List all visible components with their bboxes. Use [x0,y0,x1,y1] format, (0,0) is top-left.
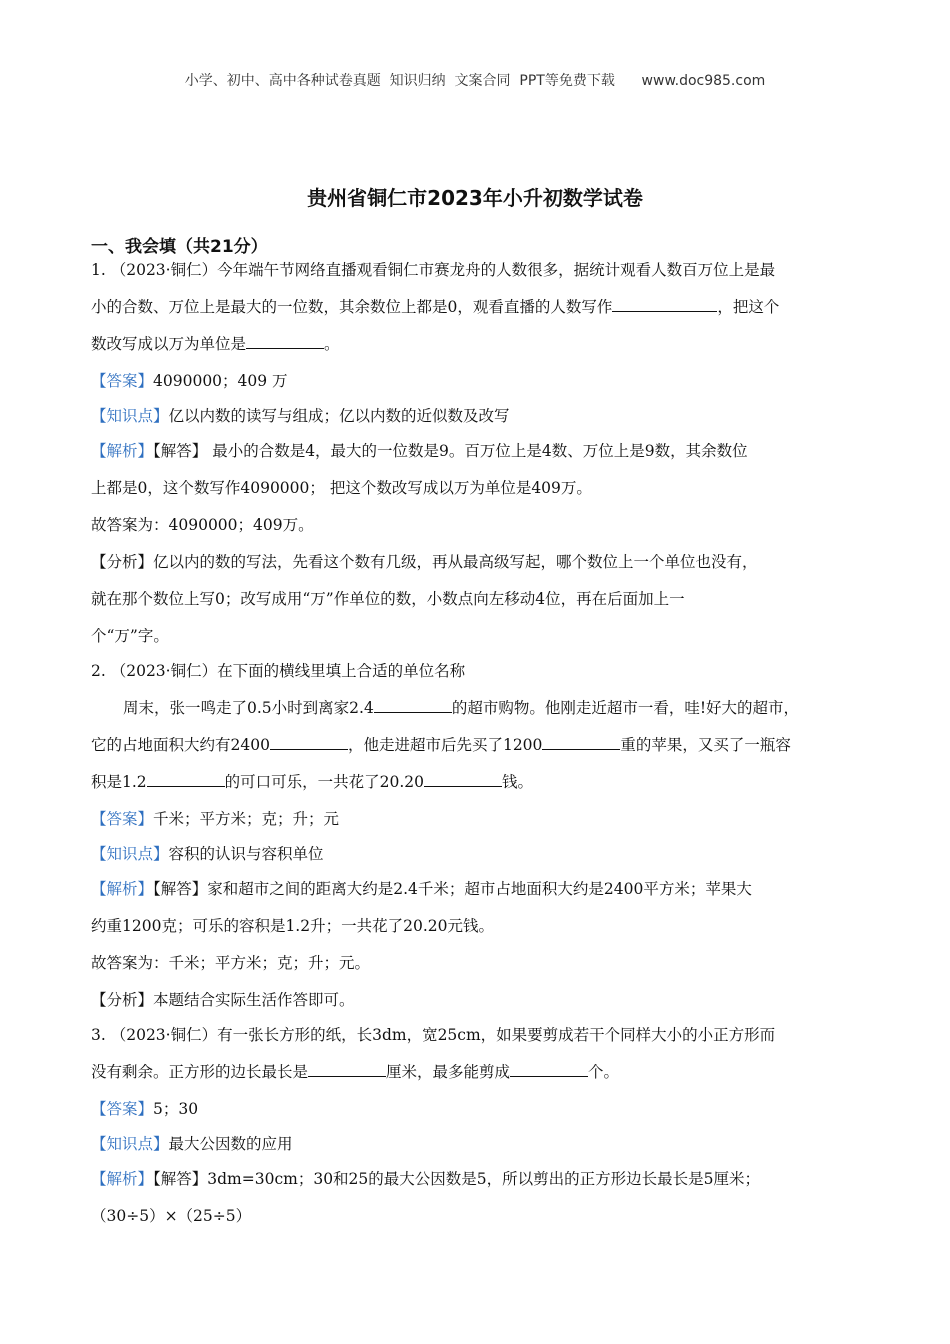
q2-fenxi: 【分析】本题结合实际生活作答即可。 [91,991,355,1009]
q3-knowledge: 【知识点】最大公因数的应用 [91,1135,293,1153]
q3-analysis-line-1: 【解析】【解答】3dm=30cm；30和25的最大公因数是5，所以剪出的正方形边长最长是5厘米； [91,1170,761,1188]
q2-blank-1 [374,694,452,713]
q2-stem-line-3: 它的占地面积大约有2400 ，他走进超市后先买了1200 重的苹果，又买了一瓶容 [91,731,871,768]
q2-analysis-line-2: 约重1200克；可乐的容积是1.2升；一共花了20.20元钱。 [91,917,494,935]
answer-label: 【答案】 [91,1100,154,1118]
q3-stem-line-1: 3. （2023·铜仁）有一张长方形的纸，长3dm，宽25cm，如果要剪成若干个同样大小的小正方形而 [91,1026,776,1044]
page-title: 贵州省铜仁市2023年小升初数学试卷 [307,186,643,210]
knowledge-label: 【知识点】 [91,1135,169,1153]
answer-label: 【答案】 [91,810,154,828]
q2-stem-line-2: 周末，张一鸣走了0.5小时到离家2.4 的超市购物。他刚走近超市一看，哇!好大的超市， [91,694,871,731]
q1-analysis-line-1: 【解析】【解答】 最小的合数是4，最大的一位数是9。百万位上是4数、万位上是9数，其余数位 [91,442,748,460]
q1-blank-2 [246,330,324,349]
q1-stem-line-3: 数改写成以万为单位是 。 [91,330,871,367]
q2-stem-line-4: 积是1.2 的可口可乐，一共花了20.20 钱。 [91,768,871,805]
q3-stem-line-2: 没有剩余。正方形的边长最长是 厘米，最多能剪成 个。 [91,1058,871,1095]
q2-blank-5 [424,768,502,787]
q2-blank-3 [542,731,620,750]
q2-analysis-line-1: 【解析】【解答】家和超市之间的距离大约是2.4千米；超市占地面积大约是2400平方米；苹果大 [91,880,752,898]
knowledge-label: 【知识点】 [91,407,169,425]
q1-answer: 【答案】4090000；409 万 [91,372,288,390]
q3-analysis-line-2: （30÷5）×（25÷5） [91,1207,252,1225]
q2-knowledge: 【知识点】容积的认识与容积单位 [91,845,324,863]
fenxi-label: 【分析】 [91,991,154,1009]
header-site-text: 小学、初中、高中各种试卷真题 知识归纳 文案合同 PPT等免费下载 [184,73,615,89]
question-list [91,256,871,1239]
fenxi-label: 【分析】 [91,553,154,571]
q2-blank-4 [147,768,225,787]
q2-answer: 【答案】千米；平方米；克；升；元 [91,810,340,828]
q3-answer: 【答案】5；30 [91,1100,199,1118]
q3-blank-2 [510,1058,588,1077]
knowledge-label: 【知识点】 [91,845,169,863]
page-header [0,70,950,90]
q2-blank-2 [270,731,348,750]
q1-blank-1 [612,293,717,312]
q1-stem-line-1: 1. （2023·铜仁）今年端午节网络直播观看铜仁市赛龙舟的人数很多，据统计观看人数百万位上是最 [91,261,776,279]
header-url[interactable]: www.doc985.com [641,73,766,89]
q2-conclusion: 故答案为：千米；平方米；克；升；元。 [91,954,371,972]
analysis-label: 【解析】 [91,1170,154,1188]
analysis-label: 【解析】 [91,442,154,460]
q1-fenxi-line-3: 个“万”字。 [91,627,169,645]
q3-blank-1 [308,1058,386,1077]
q1-analysis-line-2: 上都是0，这个数写作4090000； 把这个数改写成以万为单位是409万。 [91,479,592,497]
answer-label: 【答案】 [91,372,154,390]
q1-stem-line-2: 小的合数、万位上是最大的一位数，其余数位上都是0，观看直播的人数写作 ，把这个 [91,293,871,330]
q1-fenxi-line-2: 就在那个数位上写0；改写成用“万”作单位的数，小数点向左移动4位，再在后面加上一 [91,590,685,608]
q1-fenxi-line-1: 【分析】亿以内的数的写法，先看这个数有几级，再从最高级写起，哪个数位上一个单位也没有， [91,553,758,571]
q1-conclusion: 故答案为：4090000；409万。 [91,516,314,534]
section-heading: 一、我会填（共21分） [91,237,268,257]
analysis-label: 【解析】 [91,880,154,898]
q2-stem-line-1: 2. （2023·铜仁）在下面的横线里填上合适的单位名称 [91,662,466,680]
q1-knowledge: 【知识点】亿以内数的读写与组成；亿以内数的近似数及改写 [91,407,510,425]
